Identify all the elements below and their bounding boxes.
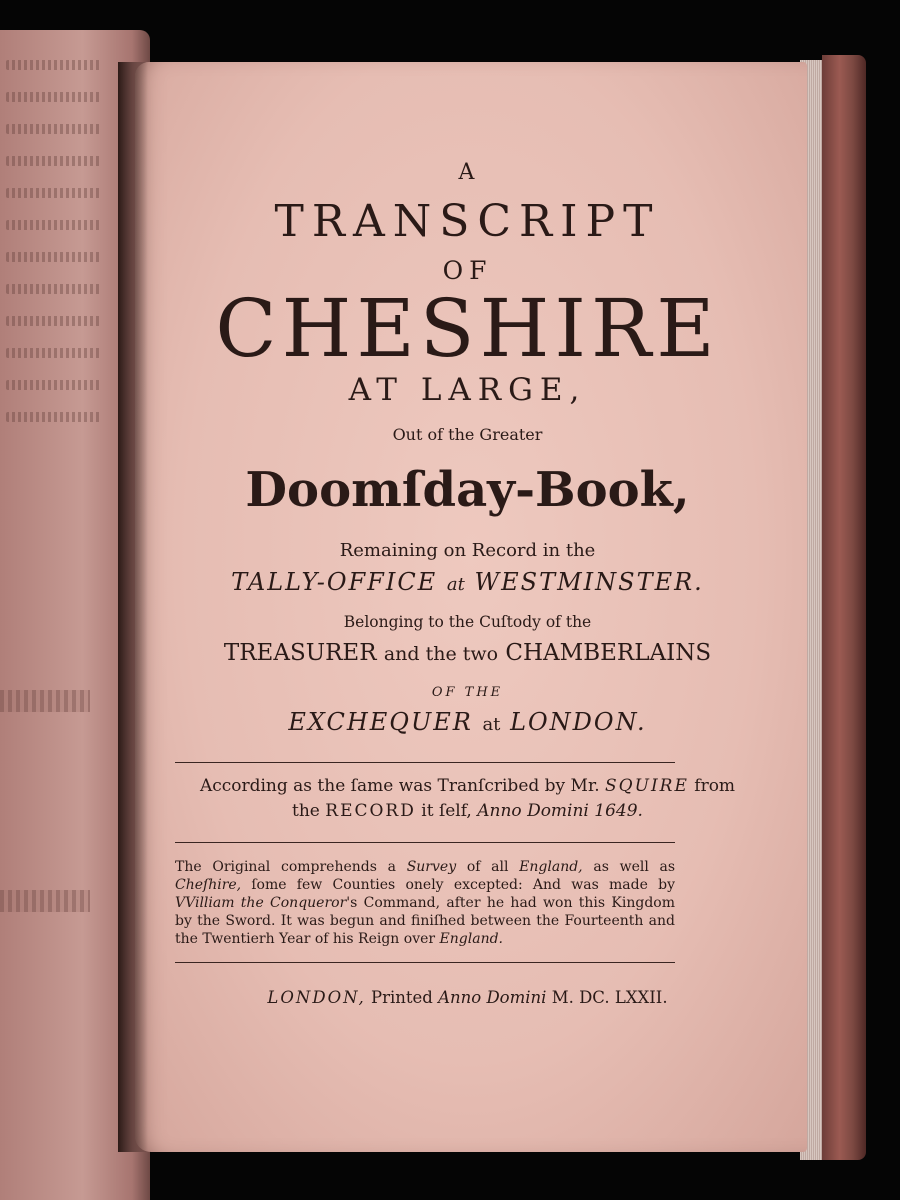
chamberlains: CHAMBERLAINS xyxy=(505,640,712,666)
tally-office: TALLY-OFFICE xyxy=(231,568,438,596)
imprint-london: LONDON, xyxy=(267,988,366,1007)
transcription-line-1 xyxy=(155,776,780,796)
bleed-through-text xyxy=(6,92,101,102)
desc-cheshire: Cheſhire, xyxy=(175,877,242,893)
imprint-anno: Anno Domini xyxy=(438,988,547,1007)
and-the-two: and the two xyxy=(383,643,499,665)
record-word: RECORD xyxy=(325,801,416,821)
bleed-through-text xyxy=(6,188,101,198)
transcription-year: 1649. xyxy=(594,801,643,821)
ornament-band xyxy=(0,690,90,712)
imprint-line xyxy=(155,988,780,1007)
transcription-from: from xyxy=(694,776,736,796)
title-word-a: A xyxy=(458,160,477,185)
line-remaining: Remaining on Record in the xyxy=(339,540,596,561)
bleed-through-text xyxy=(6,348,101,358)
line-of-the: OF THE xyxy=(431,685,504,700)
desc-text: 's Command, after he had won this Kingdom by the Sword. It was begun and finiſhed between the Fourteenth and the Twentierh Year of his Reign over xyxy=(175,895,675,947)
imprint-printed: Printed xyxy=(370,988,433,1007)
treasurer: TREASURER xyxy=(223,640,377,666)
subtitle-out-of: Out of the Greater xyxy=(392,425,543,444)
transcription-line-2 xyxy=(155,801,780,821)
desc-text: The Original comprehends a xyxy=(175,859,396,875)
bleed-through-text xyxy=(6,380,101,390)
rule-divider xyxy=(175,962,675,963)
line-exchequer xyxy=(155,708,780,736)
westminster: WESTMINSTER. xyxy=(474,568,704,596)
line-belonging: Belonging to the Cuſtody of the xyxy=(343,613,592,631)
bleed-through-text xyxy=(6,316,101,326)
tally-at: at xyxy=(446,574,465,595)
exchequer-at: at xyxy=(482,714,501,735)
description-paragraph xyxy=(175,858,675,948)
rule-divider xyxy=(175,842,675,843)
line-treasurer xyxy=(155,640,780,666)
title-word-cheshire: CHESHIRE xyxy=(215,282,720,375)
squire-name: SQUIRE xyxy=(605,776,689,796)
bleed-through-text xyxy=(6,124,101,134)
bleed-through-text xyxy=(6,220,101,230)
transcription-anno: Anno Domini xyxy=(477,801,589,821)
title-word-transcript: TRANSCRIPT xyxy=(274,196,661,247)
desc-survey: Survey xyxy=(406,859,457,875)
bleed-through-text xyxy=(6,156,101,166)
bleed-through-text xyxy=(6,284,101,294)
exchequer: EXCHEQUER xyxy=(288,708,473,736)
transcription-it-self: it ſelf, xyxy=(421,801,472,821)
gutter-shadow xyxy=(118,62,148,1152)
leather-binding xyxy=(822,55,866,1160)
transcription-the: the xyxy=(292,801,320,821)
desc-england-2: England. xyxy=(439,931,503,947)
london-place: LONDON. xyxy=(510,708,647,736)
subtitle-doomsday-book: Doomſday-Book, xyxy=(245,462,690,518)
ornament-band xyxy=(0,890,90,912)
desc-william: VVilliam the Conqueror xyxy=(175,895,347,911)
desc-england: England, xyxy=(519,859,583,875)
transcription-text: According as the ſame was Tranſcribed by Mr. xyxy=(199,776,600,796)
rule-divider xyxy=(175,762,675,763)
bleed-through-text xyxy=(6,60,101,70)
desc-text: of all xyxy=(466,859,509,875)
line-tally-office xyxy=(155,568,780,596)
bleed-through-text xyxy=(6,252,101,262)
title-word-of: OF xyxy=(442,256,493,285)
desc-text: ſome few Counties onely excepted: And was made by xyxy=(251,877,675,893)
desc-text: as well as xyxy=(593,859,676,875)
imprint-date: M. DC. LXXII. xyxy=(551,988,668,1007)
bleed-through-text xyxy=(6,412,101,422)
title-at-large: AT LARGE, xyxy=(348,372,587,408)
